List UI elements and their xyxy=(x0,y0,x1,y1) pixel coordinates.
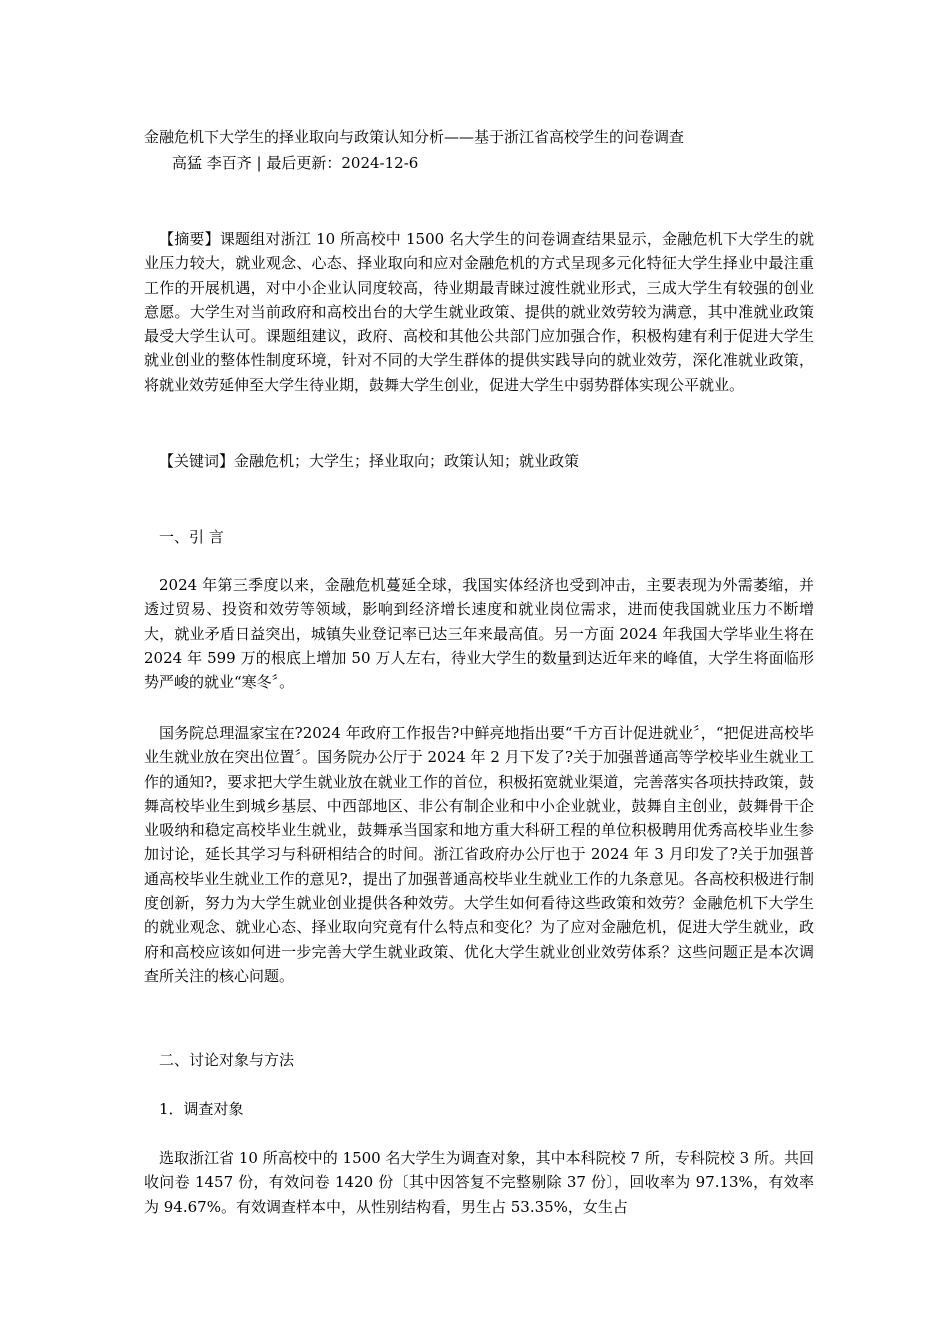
section-heading-method: 二、讨论对象与方法 xyxy=(159,1051,295,1069)
section-heading-introduction: 一、引 言 xyxy=(159,528,224,546)
article-byline: 高猛 李百齐 | 最后更新：2024-12-6 xyxy=(172,154,419,172)
subjects-paragraph: 选取浙江省 10 所高校中的 1500 名大学生为调查对象，其中本科院校 7 所，专科院校 3 所。共回收问卷 1457 份，有效问卷 1420 份〔其中因答复不完整剔除 37 份〕，回收率为 97.13%，有效率为 94.67%。有效调查样本中，从性别结构看，男生占 53.35%，女生占 xyxy=(144,1149,814,1216)
introduction-paragraph-2: 国务院总理温家宝在?2024 年政府工作报告?中鲜亮地指出要“千方百计促进就业〞，“把促进高校毕业生就业放在突出位置〞。国务院办公厅于 2024 年 2 月下发了?关于加强普通高等学校毕业生就业工作的通知?，要求把大学生就业放在就业工作的首位，积极拓宽就业渠道，完善落实各项扶持政策，鼓舞高校毕业生到城乡基层、中西部地区、非公有制企业和中小企业就业，鼓舞自主创业，鼓舞骨干企业吸纳和稳定高校毕业生就业，鼓舞承当国家和地方重大科研工程的单位积极聘用优秀高校毕业生参加讨论，延长其学习与科研相结合的时间。浙江省政府办公厅也于 2024 年 3 月印发了?关于加强普通高校毕业生就业工作的意见?，提出了加强普通高校毕业生就业工作的九条意见。各高校积极进行制度创新，努力为大学生就业创业提供各种效劳。大学生如何看待这些政策和效劳？金融危机下大学生的就业观念、就业心态、择业取向究竟有什么特点和变化？为了应对金融危机，促进大学生就业，政府和高校应该如何进一步完善大学生就业政策、优化大学生就业创业效劳体系？这些问题正是本次调查所关注的核心问题。 xyxy=(144,724,814,985)
article-title: 金融危机下大学生的择业取向与政策认知分析——基于浙江省高校学生的问卷调查 xyxy=(144,128,685,146)
abstract-paragraph: 【摘要】课题组对浙江 10 所高校中 1500 名大学生的问卷调查结果显示，金融危机下大学生的就业压力较大，就业观念、心态、择业取向和应对金融危机的方式呈现多元化特征大学生择业中最注重工作的开展机遇，对中小企业认同度较高，待业期最青睐过渡性就业形式，三成大学生有较强的创业意愿。大学生对当前政府和高校出台的大学生就业政策、提供的就业效劳较为满意，其中准就业政策最受大学生认可。课题组建议，政府、高校和其他公共部门应加强合作，积极构建有利于促进大学生就业创业的整体性制度环境，针对不同的大学生群体的提供实践导向的就业效劳，深化准就业政策，将就业效劳延伸至大学生待业期，鼓舞大学生创业，促进大学生中弱势群体实现公平就业。 xyxy=(144,230,814,394)
subsection-heading-subjects: 1．调查对象 xyxy=(159,1100,244,1118)
introduction-paragraph-1: 2024 年第三季度以来，金融危机蔓延全球，我国实体经济也受到冲击，主要表现为外需萎缩，并透过贸易、投资和效劳等领域，影响到经济增长速度和就业岗位需求，进而使我国就业压力不断增大，就业矛盾日益突出，城镇失业登记率已达三年来最高值。另一方面 2024 年我国大学毕业生将在 2024 年 599 万的根底上增加 50 万人左右，待业大学生的数量到达近年来的峰值，大学生将面临形势严峻的就业“寒冬〞。 xyxy=(144,576,814,692)
keywords-paragraph: 【关键词】金融危机；大学生；择业取向；政策认知；就业政策 xyxy=(159,452,580,470)
